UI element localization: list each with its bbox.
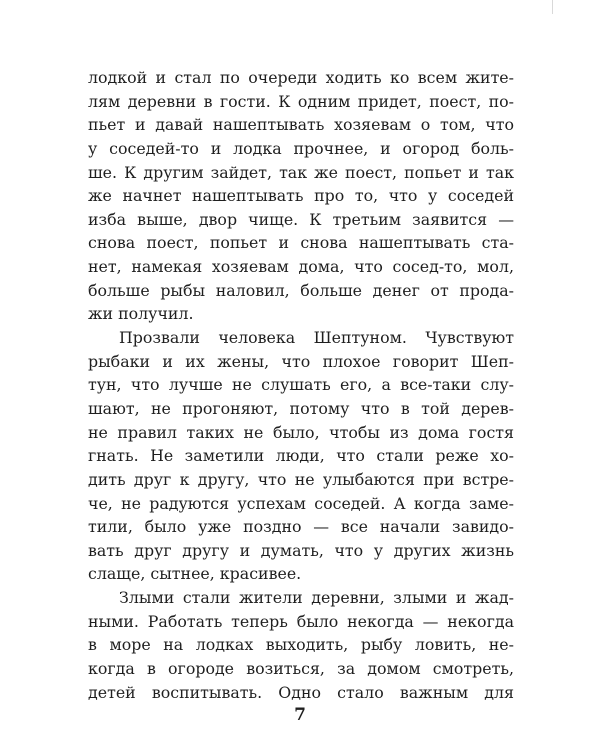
text-line: же начнет нашептывать про то, что у соседей bbox=[88, 186, 514, 206]
text-line: тили, было уже поздно — все начали завидо- bbox=[88, 517, 514, 537]
text-line: у соседей-то и лодка прочнее, и огород боль- bbox=[88, 138, 514, 158]
text-line: когда в огороде возиться, за домом смотреть, bbox=[88, 659, 514, 679]
text-line: рыбаки и их жены, что плохое говорит Шеп- bbox=[88, 351, 514, 371]
text-line: дить друг к другу, что не улыбаются при встре- bbox=[88, 469, 514, 489]
text-line: пьет и давай нашептывать хозяевам о том, что bbox=[88, 115, 514, 135]
paragraph-1 bbox=[88, 66, 514, 326]
text-line: детей воспитывать. Одно стало важным для bbox=[88, 682, 514, 702]
page-body bbox=[88, 66, 514, 704]
text-line: слаще, сытнее, красивее. bbox=[88, 564, 302, 584]
text-line: тун, что лучше не слушать его, а все-таки слу- bbox=[88, 375, 514, 395]
page-edge-mark bbox=[552, 0, 553, 14]
text-line: не правил таких не было, чтобы из дома гостя bbox=[88, 422, 514, 442]
text-line: че, не радуются успехам соседей. А когда заме- bbox=[88, 493, 514, 513]
text-line: вать друг другу и думать, что у других жизнь bbox=[88, 540, 514, 560]
paragraph-2 bbox=[88, 326, 514, 586]
page-number: 7 bbox=[294, 705, 306, 725]
text-line: жи получил. bbox=[88, 304, 194, 324]
text-line: гнать. Не заметили люди, что стали реже хо- bbox=[88, 446, 514, 466]
text-line: ными. Работать теперь было некогда — некогда bbox=[88, 611, 514, 631]
text-line: больше рыбы наловил, больше денег от прода- bbox=[88, 280, 514, 300]
paragraph-3 bbox=[88, 586, 514, 704]
text-line: в море на лодках выходить, рыбу ловить, не- bbox=[88, 635, 514, 655]
text-line: лодкой и стал по очереди ходить ко всем жите- bbox=[88, 68, 514, 87]
text-line: нет, намекая хозяевам дома, что сосед-то, мол, bbox=[88, 257, 514, 277]
text-line: Прозвали человека Шептуном. Чувствуют bbox=[119, 328, 514, 348]
text-line: ше. К другим зайдет, так же поест, попьет и так bbox=[88, 162, 514, 182]
text-line: Злыми стали жители деревни, злыми и жад- bbox=[119, 588, 514, 608]
text-line: изба выше, двор чище. К третьим заявится — bbox=[88, 209, 514, 229]
text-line: лям деревни в гости. К одним придет, поест, по- bbox=[88, 91, 514, 111]
text-line: снова поест, попьет и снова нашептывать ста- bbox=[88, 233, 514, 253]
text-line: шают, не прогоняют, потому что в той дерев- bbox=[88, 398, 514, 418]
